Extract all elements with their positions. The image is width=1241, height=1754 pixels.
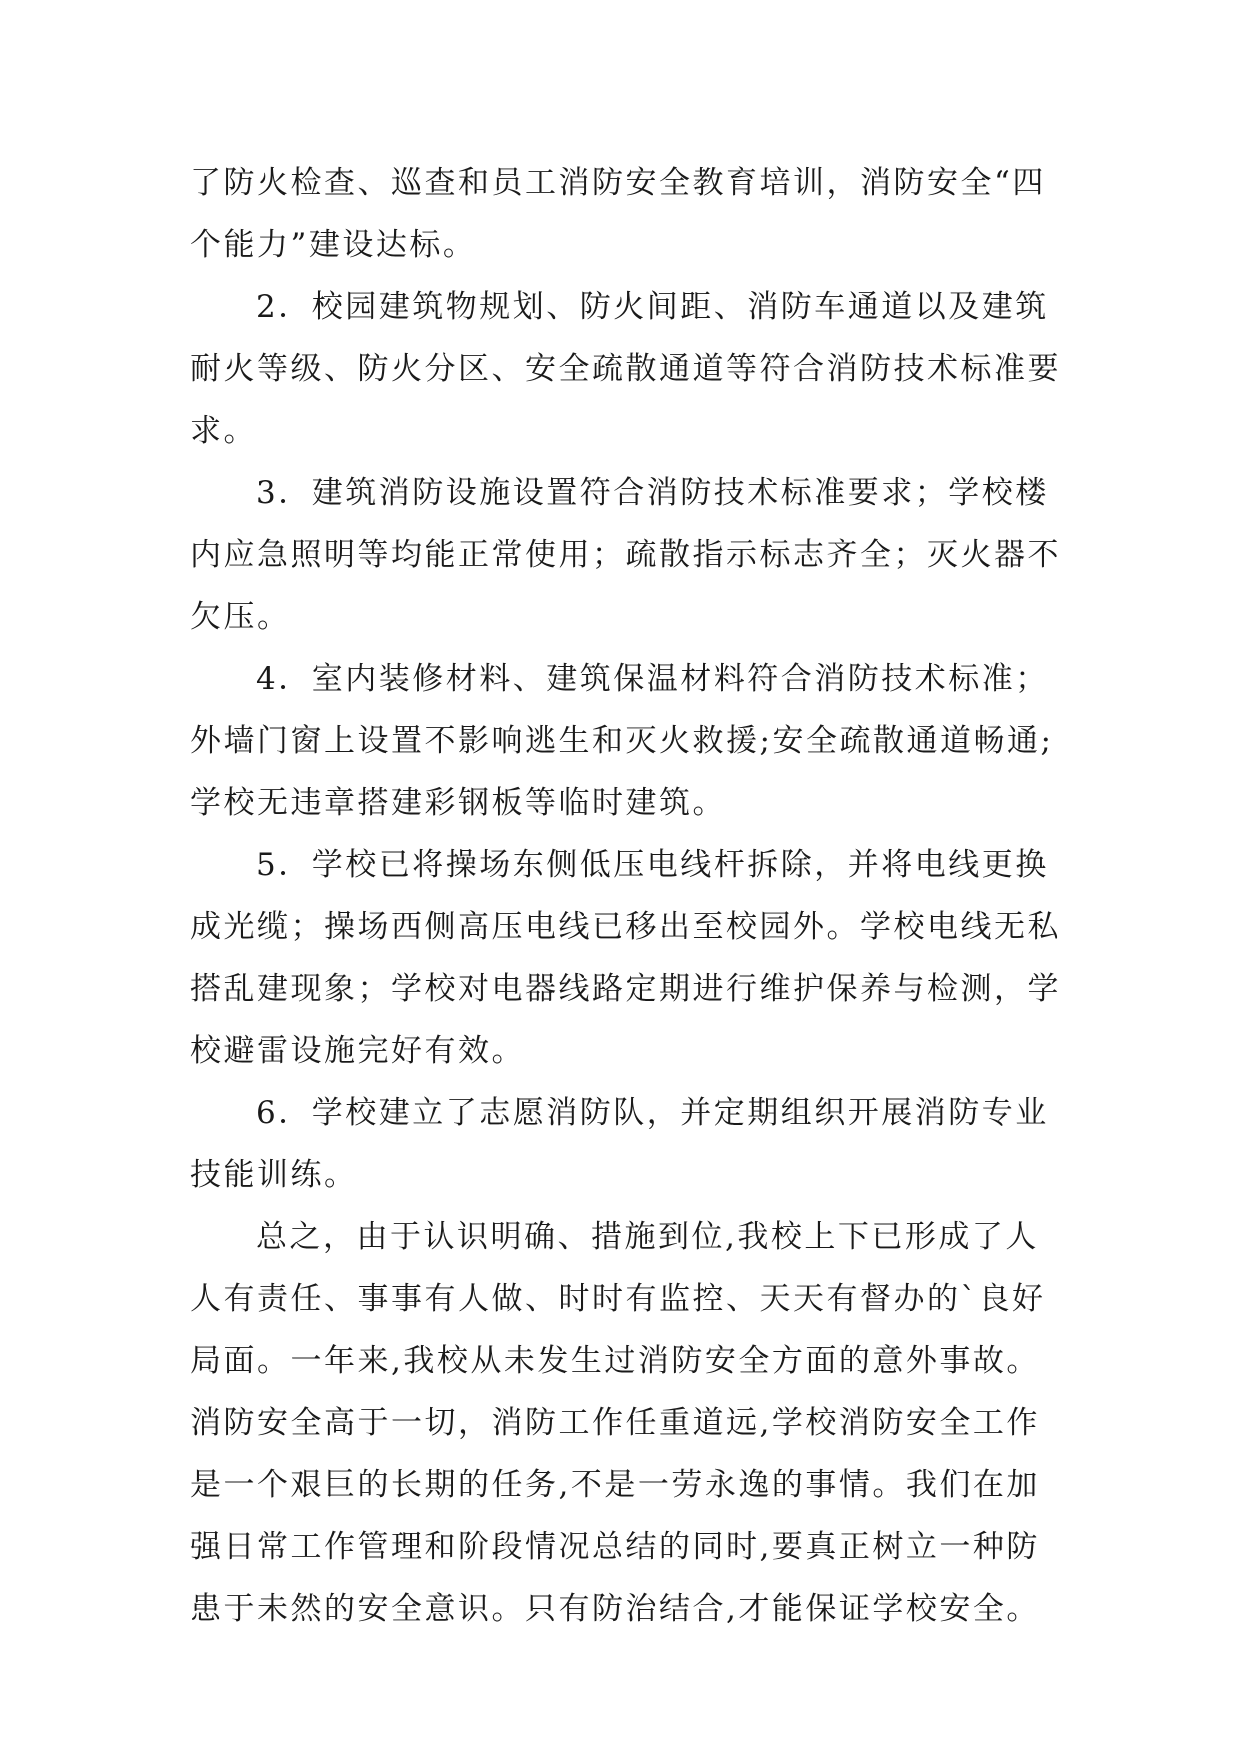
- text-line: 人有责任、事事有人做、时时有监控、天天有督办的`良好: [190, 1281, 1046, 1317]
- text-line: 搭乱建现象；学校对电器线路定期进行维护保养与检测，学: [190, 971, 1061, 1007]
- text-line: 了防火检查、巡查和员工消防安全教育培训，消防安全“四: [190, 165, 1046, 201]
- text-line: 求。: [190, 413, 257, 449]
- text-line: 欠压。: [190, 599, 291, 635]
- text-line: 技能训练。: [190, 1157, 358, 1193]
- text-line: 总之，由于认识明确、措施到位,我校上下已形成了人: [256, 1219, 1039, 1255]
- text-line: 外墙门窗上设置不影响逃生和灭火救援;安全疏散通道畅通;: [190, 723, 1054, 759]
- text-line: 2．校园建筑物规划、防火间距、消防车通道以及建筑: [256, 289, 1049, 325]
- text-line: 个能力”建设达标。: [190, 227, 477, 263]
- text-line: 3．建筑消防设施设置符合消防技术标准要求；学校楼: [256, 475, 1049, 511]
- text-line: 是一个艰巨的长期的任务,不是一劳永逸的事情。我们在加: [190, 1467, 1040, 1503]
- text-line: 4．室内装修材料、建筑保温材料符合消防技术标准；: [256, 661, 1049, 697]
- text-line: 内应急照明等均能正常使用；疏散指示标志齐全；灭火器不: [190, 537, 1061, 573]
- text-line: 消防安全高于一切，消防工作任重道远,学校消防安全工作: [190, 1405, 1040, 1441]
- text-line: 校避雷设施完好有效。: [190, 1033, 525, 1069]
- text-line: 成光缆；操场西侧高压电线已移出至校园外。学校电线无私: [190, 909, 1061, 945]
- text-line: 6．学校建立了志愿消防队，并定期组织开展消防专业: [256, 1095, 1049, 1131]
- text-line: 耐火等级、防火分区、安全疏散通道等符合消防技术标准要: [190, 351, 1061, 387]
- text-line: 学校无违章搭建彩钢板等临时建筑。: [190, 785, 726, 821]
- text-line: 5．学校已将操场东侧低压电线杆拆除，并将电线更换: [256, 847, 1049, 883]
- text-line: 局面。一年来,我校从未发生过消防安全方面的意外事故。: [190, 1343, 1040, 1379]
- document-body: [190, 152, 1061, 1640]
- text-line: 患于未然的安全意识。只有防治结合,才能保证学校安全。: [190, 1591, 1040, 1627]
- text-line: 强日常工作管理和阶段情况总结的同时,要真正树立一种防: [190, 1529, 1040, 1565]
